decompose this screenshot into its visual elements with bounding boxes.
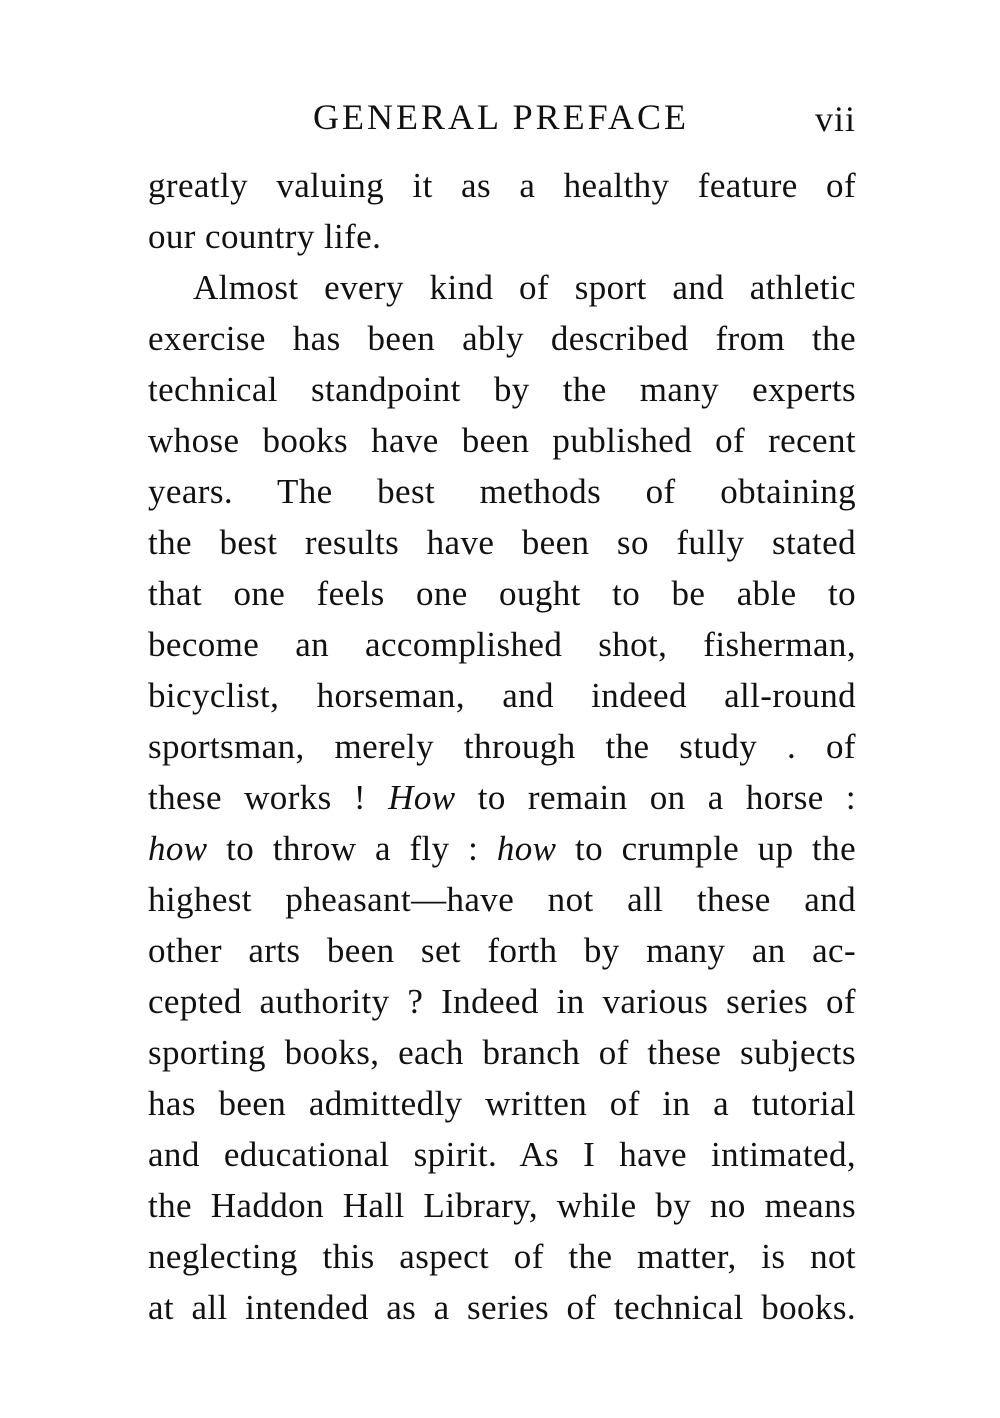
text-line: years. The best methods of obtaining — [148, 472, 856, 511]
page-number: vii — [814, 99, 856, 139]
text-line: Almost every kind of sport and athletic — [193, 268, 856, 307]
text-line-with-italic — [148, 772, 856, 823]
italic-word: How — [388, 778, 456, 817]
text-line: highest pheasant—have not all these and — [148, 880, 856, 919]
text-run: to throw a fly : — [207, 829, 497, 868]
text-line: technical standpoint by the many experts — [148, 370, 856, 409]
text-line: neglecting this aspect of the matter, is not — [148, 1237, 856, 1276]
text-line: and educational spirit. As I have intimated, — [148, 1135, 856, 1174]
text-line: whose books have been published of recent — [148, 421, 856, 460]
text-line: the best results have been so fully stated — [148, 523, 856, 562]
text-line: our country life. — [148, 217, 382, 256]
italic-word: how — [496, 829, 557, 868]
text-run: to remain on a horse : — [455, 778, 856, 817]
text-line: that one feels one ought to be able to — [148, 574, 856, 613]
text-line: the Haddon Hall Library, while by no means — [148, 1186, 856, 1225]
body-text — [148, 160, 856, 1333]
text-run: these works ! — [148, 778, 389, 817]
text-line: has been admittedly written of in a tutorial — [148, 1084, 856, 1123]
text-line: cepted authority ? Indeed in various series of — [148, 982, 856, 1021]
text-line: bicyclist, horseman, and indeed all-round — [148, 676, 856, 715]
text-line: become an accomplished shot, fisherman, — [148, 625, 856, 664]
running-title: GENERAL PREFACE — [313, 97, 690, 137]
text-line: exercise has been ably described from the — [148, 319, 856, 358]
text-line-with-italic — [148, 823, 856, 874]
italic-word: how — [148, 829, 208, 868]
text-line: greatly valuing it as a healthy feature of — [148, 166, 856, 205]
text-line: sporting books, each branch of these subjects — [148, 1033, 856, 1072]
text-line: at all intended as a series of technical books. — [148, 1288, 856, 1327]
text-run: to crumple up the — [556, 829, 857, 868]
text-line: other arts been set forth by many an ac- — [148, 931, 856, 970]
running-head — [150, 96, 856, 146]
text-line: sportsman, merely through the study . of — [148, 727, 856, 766]
